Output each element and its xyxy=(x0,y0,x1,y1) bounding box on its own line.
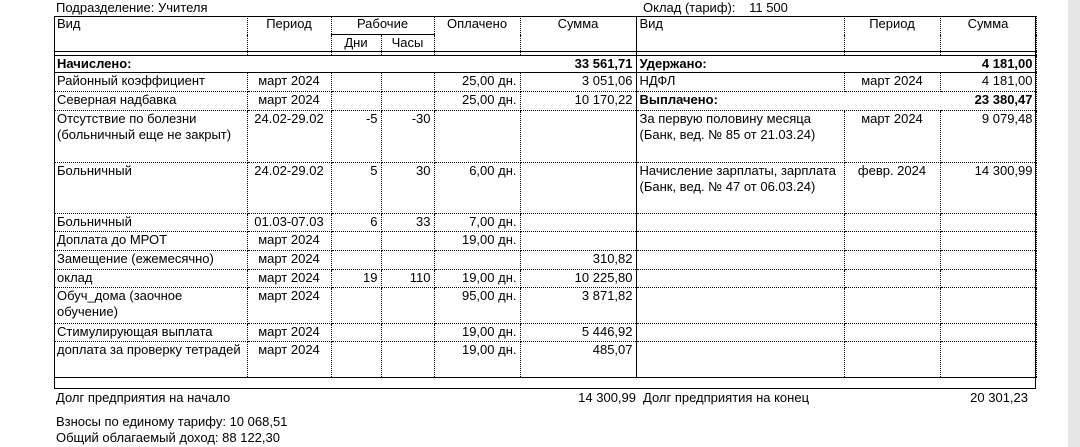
accrued-total: 33 561,71 xyxy=(520,56,636,73)
table-row xyxy=(54,324,1036,342)
col-summa: Сумма xyxy=(520,16,636,52)
debt-start-value: 14 300,99 xyxy=(578,390,636,405)
debt-end-value: 20 301,23 xyxy=(970,390,1028,405)
accrual-sum xyxy=(520,163,636,214)
accrual-name: Больничный xyxy=(54,214,247,232)
table-row xyxy=(54,270,1036,288)
debt-end-label: Долг предприятия на конец xyxy=(643,390,810,405)
accrual-name: Замещение (ежемесячно) xyxy=(54,251,247,270)
accrual-paid: 19,00 дн. xyxy=(434,324,520,342)
accrual-paid: 19,00 дн. xyxy=(434,270,520,288)
accrual-days xyxy=(331,288,381,324)
accrual-days xyxy=(331,342,381,378)
accrual-hours xyxy=(381,342,434,378)
accrual-hours: -30 xyxy=(381,111,434,163)
accrual-sum: 3 051,06 xyxy=(520,73,636,92)
accrual-hours: 110 xyxy=(381,270,434,288)
accrual-sum: 10 170,22 xyxy=(520,92,636,111)
accrual-paid: 25,00 дн. xyxy=(434,73,520,92)
accrual-days: 6 xyxy=(331,214,381,232)
accrual-paid: 19,00 дн. xyxy=(434,342,520,378)
accrual-name: Районный коэффициент xyxy=(54,73,247,92)
accrual-sum xyxy=(520,232,636,251)
accrual-sum xyxy=(520,111,636,163)
deduction-name: НДФЛ xyxy=(636,73,844,92)
accrual-period: март 2024 xyxy=(247,73,331,92)
salary-label: Оклад (тариф): xyxy=(643,0,736,15)
accrual-name: доплата за проверку тетрадей xyxy=(54,342,247,378)
accrued-label: Начислено: xyxy=(54,56,520,73)
header-row-1 xyxy=(54,16,1036,35)
accrual-period: март 2024 xyxy=(247,92,331,111)
accrual-hours: 33 xyxy=(381,214,434,232)
col-dni: Дни xyxy=(331,35,381,52)
col-chasy: Часы xyxy=(381,35,434,52)
department-line xyxy=(56,0,208,15)
accrual-period: март 2024 xyxy=(247,232,331,251)
accrual-paid: 95,00 дн. xyxy=(434,288,520,324)
accrual-paid: 19,00 дн. xyxy=(434,232,520,251)
taxable-income-line: Общий облагаемый доход: 88 122,30 xyxy=(56,430,280,445)
accrual-name: Обуч_дома (заочное обучение) xyxy=(54,288,247,324)
paid-total: 23 380,47 xyxy=(940,92,1036,111)
salary-line xyxy=(643,0,788,15)
withheld-total: 4 181,00 xyxy=(940,56,1036,73)
paid-label: Выплачено: xyxy=(636,92,940,111)
accrual-period: 24.02-29.02 xyxy=(247,163,331,214)
accrual-hours xyxy=(381,288,434,324)
table-row xyxy=(54,214,1036,232)
col-summa2: Сумма xyxy=(940,16,1036,52)
accrual-sum: 485,07 xyxy=(520,342,636,378)
accrual-name: Доплата до МРОТ xyxy=(54,232,247,251)
accrual-hours xyxy=(381,251,434,270)
accrual-period: март 2024 xyxy=(247,288,331,324)
payment-name: Начисление зарплаты, зарплата (Банк, вед. № 47 от 06.03.24) xyxy=(636,163,844,214)
accrual-period: март 2024 xyxy=(247,251,331,270)
accrual-hours xyxy=(381,92,434,111)
accrual-period: март 2024 xyxy=(247,324,331,342)
accrual-paid: 6,00 дн. xyxy=(434,163,520,214)
accrual-paid xyxy=(434,251,520,270)
accrual-sum: 310,82 xyxy=(520,251,636,270)
table-row xyxy=(54,232,1036,251)
accrual-period: март 2024 xyxy=(247,270,331,288)
accrual-paid xyxy=(434,111,520,163)
accrual-days: 5 xyxy=(331,163,381,214)
totals-row xyxy=(54,56,1036,73)
accrual-sum xyxy=(520,214,636,232)
accrual-period: март 2024 xyxy=(247,342,331,378)
accrual-sum: 10 225,80 xyxy=(520,270,636,288)
accrual-days xyxy=(331,232,381,251)
accrual-hours xyxy=(381,73,434,92)
department-value: Учителя xyxy=(157,0,208,15)
col-oplacheno: Оплачено xyxy=(434,16,520,52)
contributions-line: Взносы по единому тарифу: 10 068,51 xyxy=(56,414,288,429)
payment-name: За первую половину месяца (Банк, вед. № 85 от 21.03.24) xyxy=(636,111,844,163)
accrual-days: 19 xyxy=(331,270,381,288)
accrual-period: 24.02-29.02 xyxy=(247,111,331,163)
accrual-name: Отсутствие по болезни (больничный еще не закрыт) xyxy=(54,111,247,163)
table-row xyxy=(54,288,1036,324)
payment-period: февр. 2024 xyxy=(844,163,940,214)
accrual-hours xyxy=(381,232,434,251)
table-row xyxy=(54,163,1036,214)
table-row xyxy=(54,251,1036,270)
salary-value: 11 500 xyxy=(749,0,788,15)
table-row xyxy=(54,92,1036,111)
payment-period: март 2024 xyxy=(844,111,940,163)
department-label: Подразделение: xyxy=(56,0,155,15)
accrual-name: Стимулирующая выплата xyxy=(54,324,247,342)
payment-sum: 14 300,99 xyxy=(940,163,1036,214)
accrual-hours: 30 xyxy=(381,163,434,214)
withheld-label: Удержано: xyxy=(636,56,940,73)
col-period2: Период xyxy=(844,16,940,52)
accrual-sum: 3 871,82 xyxy=(520,288,636,324)
accrual-name: оклад xyxy=(54,270,247,288)
table-row xyxy=(54,73,1036,92)
accrual-paid: 25,00 дн. xyxy=(434,92,520,111)
debt-start-label: Долг предприятия на начало xyxy=(56,390,231,405)
page-edge xyxy=(1068,0,1080,447)
col-vid2: Вид xyxy=(636,16,844,52)
accrual-hours xyxy=(381,324,434,342)
accrual-days: -5 xyxy=(331,111,381,163)
accrual-paid: 7,00 дн. xyxy=(434,214,520,232)
accrual-sum: 5 446,92 xyxy=(520,324,636,342)
accrual-period: 01.03-07.03 xyxy=(247,214,331,232)
col-vid: Вид xyxy=(54,16,247,52)
accrual-days xyxy=(331,73,381,92)
accrual-days xyxy=(331,251,381,270)
deduction-sum: 4 181,00 xyxy=(940,73,1036,92)
accrual-name: Больничный xyxy=(54,163,247,214)
table-row xyxy=(54,342,1036,378)
col-period: Период xyxy=(247,16,331,52)
payslip-table xyxy=(54,16,1037,378)
accrual-days xyxy=(331,92,381,111)
deduction-period: март 2024 xyxy=(844,73,940,92)
col-rabochie: Рабочие xyxy=(331,16,434,35)
table-row xyxy=(54,111,1036,163)
accrual-name: Северная надбавка xyxy=(54,92,247,111)
accrual-days xyxy=(331,324,381,342)
payment-sum: 9 079,48 xyxy=(940,111,1036,163)
